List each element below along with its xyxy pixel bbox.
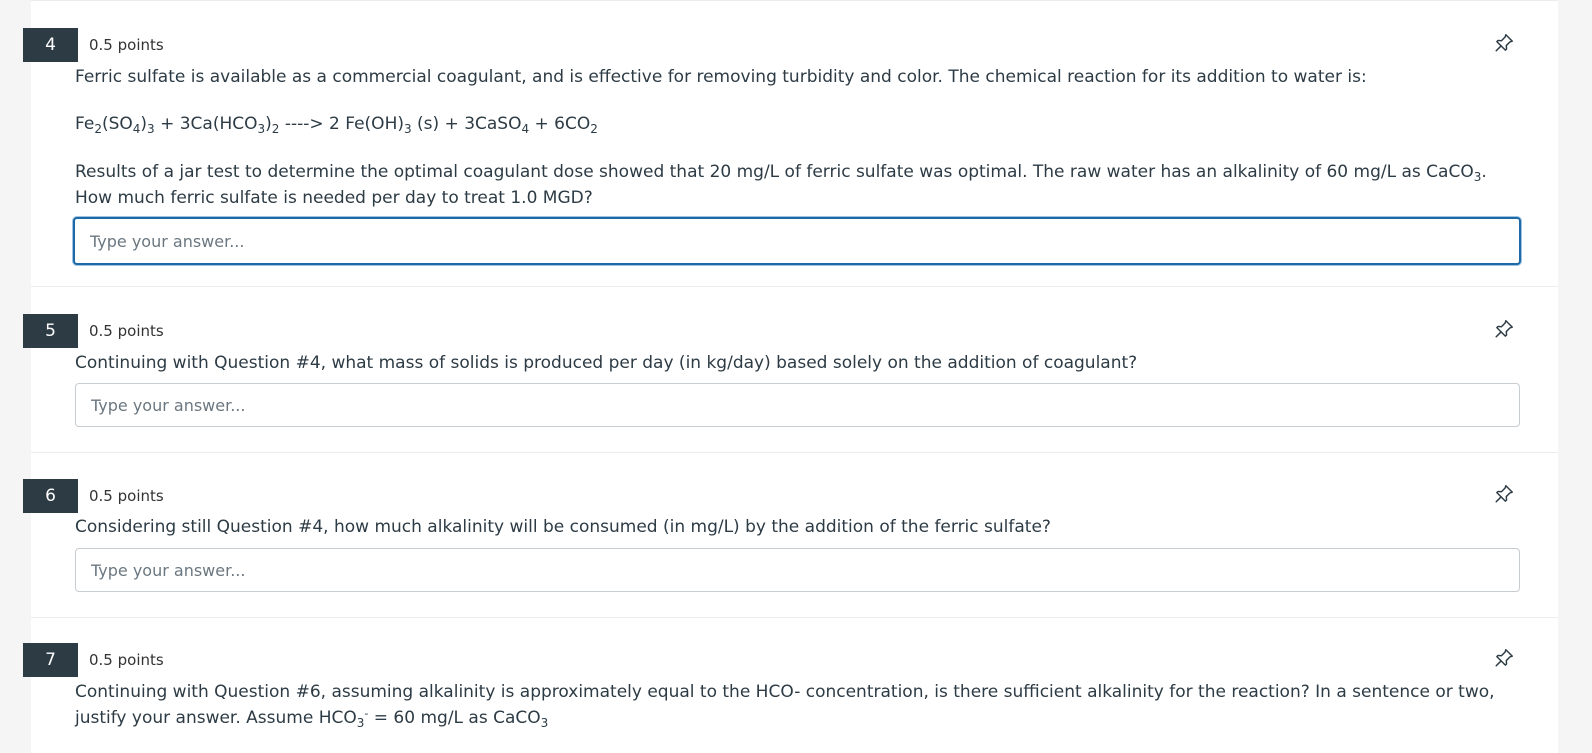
pin-icon[interactable] <box>1493 647 1515 669</box>
question-intro: Ferric sulfate is available as a commercial coagulant, and is effective for removing turbidity and color. The chemical reaction for its addition to water is: <box>75 67 1367 87</box>
question-text: Considering still Question #4, how much alkalinity will be consumed (in mg/L) by the addition of the ferric sulfate? <box>75 517 1051 537</box>
answer-input[interactable] <box>73 217 1521 265</box>
question-number: 5 <box>23 314 78 348</box>
question-text: Continuing with Question #6, assuming alkalinity is approximately equal to the HCO- concentration, is there sufficient alkalinity for the reaction? In a sentence or two, justify your answer. Assume $HCO_3^- = 60$ mg/L as CaCO$_3$ <box>75 682 1495 730</box>
answer-input[interactable] <box>75 548 1520 592</box>
question-points: 0.5 points <box>89 36 164 54</box>
question-5 <box>31 286 1558 452</box>
question-points: 0.5 points <box>89 651 164 669</box>
question-number: 4 <box>23 28 78 62</box>
pin-icon[interactable] <box>1493 483 1515 505</box>
question-7 <box>31 617 1558 753</box>
quiz-page <box>31 0 1558 753</box>
question-4 <box>31 0 1558 286</box>
chemical-equation: $Fe_2(SO_4)_3 + 3Ca(HCO_3)_2$ ----> 2 $Fe(OH)_3$ (s) + 3CaSO$_4$ + $6CO_2$ <box>75 114 598 136</box>
question-text: Continuing with Question #4, what mass of solids is produced per day (in kg/day) based solely on the addition of coagulant? <box>75 353 1138 373</box>
question-number: 6 <box>23 479 78 513</box>
question-text: Results of a jar test to determine the optimal coagulant dose showed that 20 mg/L of ferric sulfate was optimal. The raw water has an alkalinity of 60 mg/L as CaCO$_3$. How much ferric sulfate is needed per day to treat 1.0 MGD? <box>75 162 1487 208</box>
pin-icon[interactable] <box>1493 32 1515 54</box>
pin-icon[interactable] <box>1493 318 1515 340</box>
question-6 <box>31 452 1558 617</box>
question-number: 7 <box>23 643 78 677</box>
question-points: 0.5 points <box>89 322 164 340</box>
question-points: 0.5 points <box>89 487 164 505</box>
answer-input[interactable] <box>75 383 1520 427</box>
